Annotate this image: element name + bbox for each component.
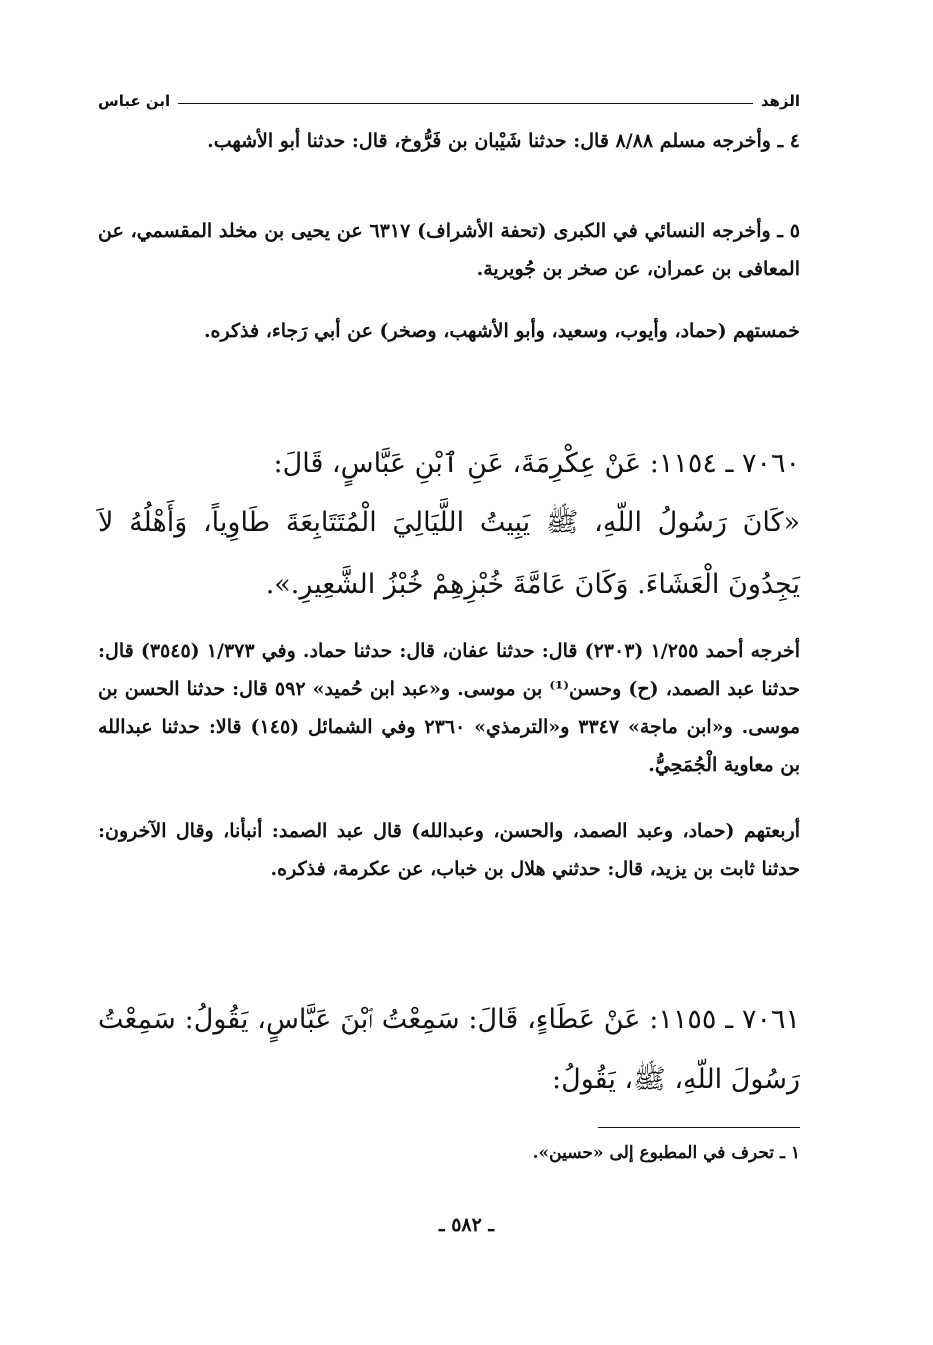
footnote-separator — [598, 1127, 800, 1128]
paragraph-takhrij-ahmad: أخرجه أحمد ١/٢٥٥ (٢٣٠٣) قال: حدثنا عفان، قال: حدثنا حماد. وفي ١/٣٧٣ (٣٥٤٥) قال: حدثنا عبد الصمد، (ح) وحسن⁽¹⁾ بن موسى. و«عبد ابن حُميد» ٥٩٢ قال: حدثنا الحسن بن موسى. و«ابن ماجة» ٣٣٤٧ و«الترمذي» ٢٣٦٠ وفي الشمائل (١٤٥) قالا: حدثنا عبدالله بن معاوية الْجُمَحِيُّ. — [98, 640, 801, 776]
paragraph-muslim: ٤ ـ وأخرجه مسلم ٨/٨٨ قال: حدثنا شَيْبان بن فَرُّوخ، قال: حدثنا أبو الأشهب. — [207, 130, 800, 152]
header-rule — [178, 103, 753, 104]
paragraph-summary-four: أربعتهم (حماد، وعبد الصمد، والحسن، وعبدالله) قال عبد الصمد: أنبأنا، وقال الآخرون: حدثنا ثابت بن يزيد، قال: حدثني هلال بن خباب، عن عكرمة، فذكره. — [98, 820, 800, 880]
hadith-7061-heading: ٧٠٦١ ـ ١١٥٥: عَنْ عَطَاءٍ، قَالَ: سَمِعْتُ ٱبْنَ عَبَّاسٍ، يَقُولُ: سَمِعْتُ رَسُولَ اللّهِ، ﷺ، يَقُولُ: — [98, 1004, 801, 1095]
running-header — [98, 84, 800, 110]
hadith-7060-text: «كَانَ رَسُولُ اللّهِ، ﷺ يَبِيتُ اللَّيَالِيَ الْمُتَتَابِعَةَ طَاوِياً، وَأَهْلُهُ لاَ يَجِدُونَ الْعَشَاءَ. وَكَانَ عَامَّةَ خُبْزِهِمْ خُبْزُ الشَّعِيرِ.». — [98, 507, 800, 600]
footnote-1: ١ ـ تحرف في المطبوع إلى «حسين». — [532, 1143, 800, 1163]
hadith-7060-heading: ٧٠٦٠ ـ ١١٥٤: عَنْ عِكْرِمَةَ، عَنِ ٱبْنِ عَبَّاسٍ، قَالَ: — [273, 448, 800, 479]
header-companion-name: ابن عباس — [98, 92, 171, 110]
paragraph-nasai: ٥ ـ وأخرجه النسائي في الكبرى (تحفة الأشراف) ٦٣١٧ عن يحيى بن مخلد المقسمي، عن المعافى بن عمران، عن صخر بن جُويرية. — [98, 220, 801, 280]
page-number: ـ ٥٨٢ ـ — [439, 1214, 494, 1236]
header-section-title: الزهد — [760, 92, 800, 110]
paragraph-summary-five: خمستهم (حماد، وأيوب، وسعيد، وأبو الأشهب، وصخر) عن أبي رَجاء، فذكره. — [203, 320, 800, 342]
